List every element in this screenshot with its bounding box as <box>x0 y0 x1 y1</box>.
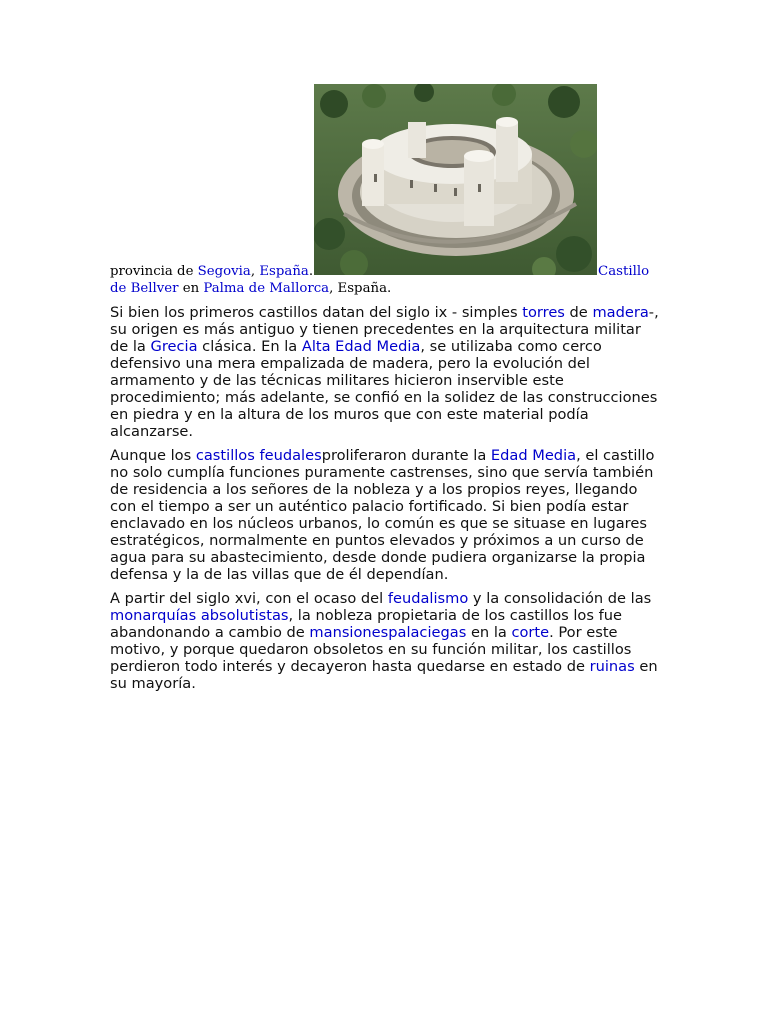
link-palma-de-mallorca[interactable]: Palma de Mallorca <box>203 281 330 296</box>
paragraph-text: Aunque los <box>110 447 196 464</box>
image-caption <box>110 84 660 297</box>
paragraph-text: clásica. En la <box>197 338 302 355</box>
paragraph-2 <box>110 447 660 583</box>
link-monarquias-absolutistas[interactable]: monarquías absolutistas <box>110 607 289 624</box>
paragraph-text: en su mayoría. <box>110 658 658 692</box>
link-madera[interactable]: madera <box>592 304 649 321</box>
caption-text: . <box>308 264 314 279</box>
paragraph-text: y la consolidación de las <box>468 590 652 607</box>
paragraph-text: , se utilizaba como cerco defensivo una mera empalizada de madera, pero la evolución del armamento y de las técnicas militares hicieron inservible este procedimiento; más adelante, se confió en la solidez de las construcciones en piedra y en la altura de los muros que con este material podía alcanzarse. <box>110 338 658 440</box>
paragraph-text: . Por este motivo, y porque quedaron obsoletos en su función militar, los castillos perdieron todo interés y decayeron hasta quedarse en estado de <box>110 624 632 675</box>
paragraph-1 <box>110 304 660 440</box>
link-torres[interactable]: torres <box>522 304 565 321</box>
caption-text: en <box>178 281 204 296</box>
link-castillo-de-bellver[interactable]: Castillo de Bellver <box>110 264 650 296</box>
link-grecia[interactable]: Grecia <box>150 338 198 355</box>
link-castillos-feudales[interactable]: castillos feudales <box>195 447 322 464</box>
paragraph-text: en la <box>466 624 512 641</box>
paragraph-3 <box>110 590 660 692</box>
paragraph-text: proliferaron durante la <box>321 447 491 464</box>
castle-aerial-photo <box>314 84 597 275</box>
link-feudalismo[interactable]: feudalismo <box>387 590 469 607</box>
link-segovia[interactable]: Segovia <box>197 264 251 279</box>
link-espana[interactable]: España <box>259 264 309 279</box>
paragraph-text: , la nobleza propietaria de los castillos los fue abandonando a cambio de <box>110 607 622 641</box>
caption-text: , <box>250 264 260 279</box>
link-alta-edad-media[interactable]: Alta Edad Media <box>301 338 421 355</box>
link-mansiones-palaciegas[interactable]: mansionespalaciegas <box>309 624 467 641</box>
paragraph-text: -, su origen es más antiguo y tienen precedentes en la arquitectura militar de la <box>110 304 659 355</box>
paragraph-text: de <box>564 304 593 321</box>
link-corte[interactable]: corte <box>511 624 550 641</box>
document-page <box>110 84 660 692</box>
paragraph-text: , el castillo no solo cumplía funciones puramente castrenses, sino que servía también de residencia a los señores de la nobleza y a los propios reyes, llegando con el tiempo a ser un auténtico palacio fortificado. Si bien podía estar enclavado en los núcleos urbanos, lo común es que se situase en lugares estratégicos, normalmente en puntos elevados y próximos a un curso de agua para su abastecimiento, desde donde pudiera organizarse la propia defensa y la de las villas que de él dependían. <box>110 447 655 583</box>
link-ruinas[interactable]: ruinas <box>589 658 635 675</box>
caption-text: , España. <box>329 281 392 296</box>
link-edad-media[interactable]: Edad Media <box>490 447 577 464</box>
caption-text: provincia de <box>110 264 198 279</box>
paragraph-text: A partir del siglo xvi, con el ocaso del <box>110 590 388 607</box>
paragraph-text: Si bien los primeros castillos datan del siglo ix - simples <box>110 304 523 321</box>
